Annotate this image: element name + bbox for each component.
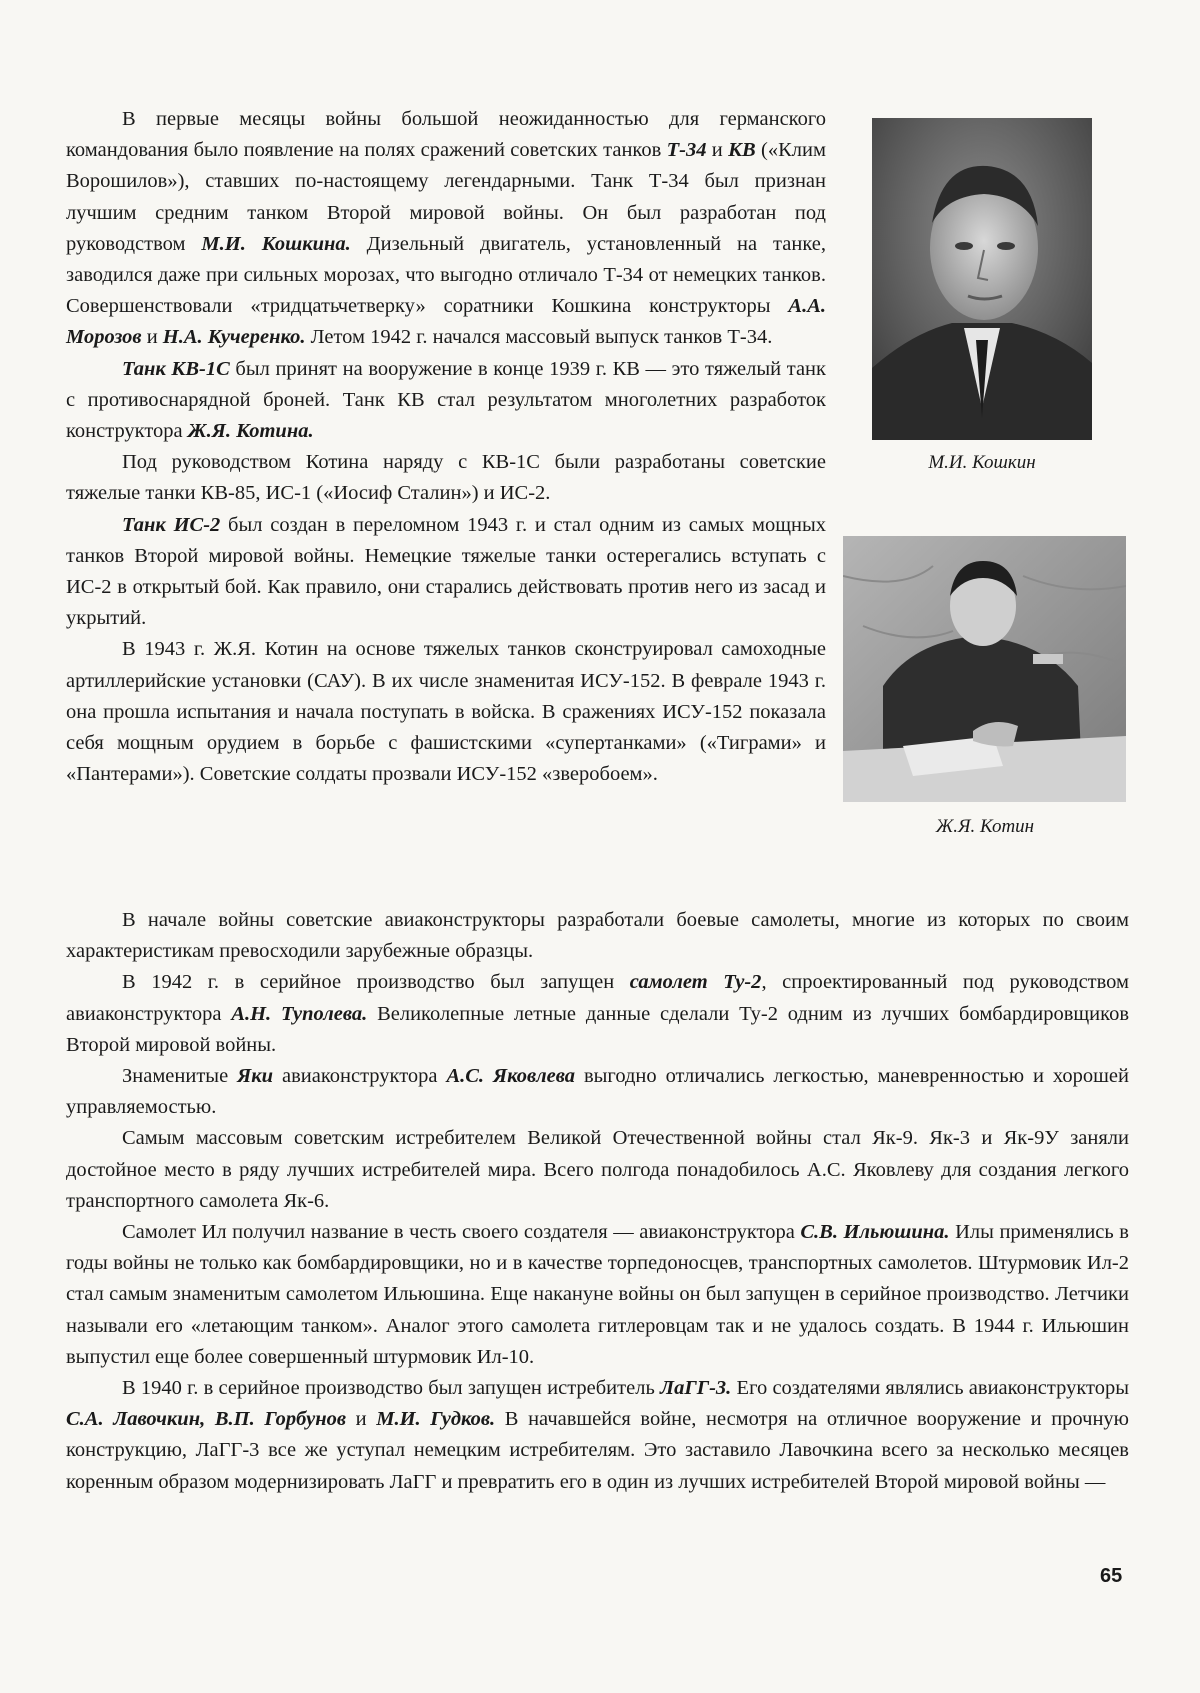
body-paragraph <box>66 510 826 635</box>
body-paragraph <box>66 967 1129 1061</box>
body-paragraph <box>66 354 826 448</box>
text-run: В 1943 г. Ж.Я. Котин на основе тяжелых танков сконструировал самоходные артиллерийские установки (САУ). В их числе знаменитая ИСУ-152. В феврале 1943 г. она прошла испытания и начала поступать в войска. В сражениях ИСУ-152 показала себя мощным орудием в борьбе с фашистскими «супертанками» («Тиграми» и «Пантерами»). Советские солдаты прозвали ИСУ-152 «зверобоем». <box>66 638 826 786</box>
koshkin-portrait-photo <box>872 118 1092 440</box>
kotin-portrait-photo <box>843 536 1126 802</box>
text-run: В начавшейся войне, несмотря на отличное вооружение и прочную конструкцию, ЛаГГ-3 все же уступал немецким истребителям. Это заставило Лавочкина всего за несколько месяцев коренным образом модернизировать ЛаГГ и превратить его в один из лучших истребителей Второй мировой войны — <box>66 1408 1129 1493</box>
text-run: Дизельный двигатель, установленный на танке, заводился даже при сильных морозах, что выгодно отличало Т-34 от немецких танков. Совершенствовали «тридцатьчетверку» соратники Кошкина конструкторы <box>66 232 826 318</box>
text-run: («Клим Ворошилов»), ставших по-настоящему легендарными. Танк Т-34 был признан лучшим средним танком Второй мировой войны. Он был разработан под руководством <box>66 139 826 255</box>
text-run: и <box>706 139 729 162</box>
text-run: Великолепные летные данные сделали Ту-2 одним из лучших бомбардировщиков Второй мировой войны. <box>66 1002 1129 1056</box>
kotin-caption: Ж.Я. Котин <box>935 816 1035 837</box>
emphasized-term: Т-34 <box>666 139 707 162</box>
emphasized-term: КВ <box>728 139 756 162</box>
emphasized-term: М.И. Кошкина. <box>201 232 351 255</box>
text-run: Его создателями являлись авиаконструкторы <box>731 1377 1129 1400</box>
text-run: Летом 1942 г. начался массовый выпуск танков Т-34. <box>305 326 773 349</box>
emphasized-term: Танк КВ-1С <box>122 357 230 380</box>
body-paragraph <box>66 1217 1129 1373</box>
text-run: Самым массовым советским истребителем Великой Отечественной войны стал Як-9. Як-3 и Як-9У заняли достойное место в ряду лучших истребителей мира. Всего полгода понадобилось А.С. Яковлеву для создания легкого транспортного самолета Як-6. <box>66 1127 1129 1212</box>
emphasized-term: Танк ИС-2 <box>122 513 221 536</box>
text-column-narrow <box>66 104 826 790</box>
text-run: В первые месяцы войны большой неожиданностью для германского командования было появление на полях сражений советских танков <box>66 108 826 162</box>
text-run: В начале войны советские авиаконструкторы разработали боевые самолеты, многие из которых по своим характеристикам превосходили зарубежные образцы. <box>66 909 1129 963</box>
text-run: Илы применялись в годы войны не только как бомбардировщики, но и в качестве торпедоносцев, транспортных самолетов. Штурмовик Ил-2 стал самым знаменитым самолетом Ильюшина. Еще накануне войны он был запущен в серийное производство. Летчики называли его «летающим танком». Аналог этого самолета гитлеровцам так и не удалось создать. В 1944 г. Ильюшин выпустил еще более совершенный штурмовик Ил-10. <box>66 1221 1129 1368</box>
text-run: выгодно отличались легкостью, маневренностью и хорошей управляемостью. <box>66 1065 1129 1119</box>
text-run: был создан в переломном 1943 г. и стал одним из самых мощных танков Второй мировой войны. Немецкие тяжелые танки остерегались вступать с ИС-2 в открытый бой. Как правило, они старались действовать против него из засад и укрытий. <box>66 513 827 630</box>
emphasized-term: С.А. Лавочкин, В.П. Горбунов <box>66 1408 346 1431</box>
body-paragraph <box>66 905 1129 967</box>
emphasized-term: Яки <box>237 1065 274 1088</box>
body-paragraph <box>66 1123 1129 1217</box>
koshkin-caption: М.И. Кошкин <box>928 452 1036 473</box>
text-run: и <box>346 1408 377 1431</box>
emphasized-term: А.А. Морозов <box>66 295 826 349</box>
text-run: и <box>141 326 163 349</box>
portrait-image <box>872 118 1092 440</box>
body-paragraph <box>66 1061 1129 1123</box>
emphasized-term: Ж.Я. Котина. <box>187 420 314 443</box>
body-paragraph <box>66 634 826 790</box>
text-run: Самолет Ил получил название в честь своего создателя — авиаконструктора <box>122 1221 801 1244</box>
text-run: был принят на вооружение в конце 1939 г. КВ — это тяжелый танк с противоснарядной броней. Танк КВ стал результатом многолетних разработок конструктора <box>66 357 826 443</box>
emphasized-term: Н.А. Кучеренко. <box>162 326 306 349</box>
text-column-wide <box>66 905 1129 1498</box>
portrait-image <box>843 536 1126 802</box>
emphasized-term: А.Н. Туполева. <box>231 1002 368 1025</box>
body-paragraph <box>66 104 826 354</box>
text-run: авиаконструктора <box>273 1065 447 1088</box>
emphasized-term: А.С. Яковлева <box>446 1065 576 1088</box>
text-run: , спроектированный под руководством авиаконструктора <box>66 971 1130 1025</box>
text-run: В 1940 г. в серийное производство был запущен истребитель <box>122 1377 661 1400</box>
emphasized-term: С.В. Ильюшина. <box>800 1221 950 1244</box>
text-run: В 1942 г. в серийное производство был запущен <box>122 971 630 994</box>
page-number: 65 <box>1100 1565 1123 1587</box>
text-run: Под руководством Котина наряду с КВ-1С были разработаны советские тяжелые танки КВ-85, ИС-1 («Иосиф Сталин») и ИС-2. <box>66 451 826 505</box>
emphasized-term: самолет Ту-2 <box>629 971 762 994</box>
body-paragraph <box>66 1373 1129 1498</box>
emphasized-term: М.И. Гудков. <box>376 1408 496 1431</box>
emphasized-term: ЛаГГ-3. <box>660 1377 732 1400</box>
text-run: Знаменитые <box>122 1065 238 1088</box>
body-paragraph <box>66 447 826 509</box>
